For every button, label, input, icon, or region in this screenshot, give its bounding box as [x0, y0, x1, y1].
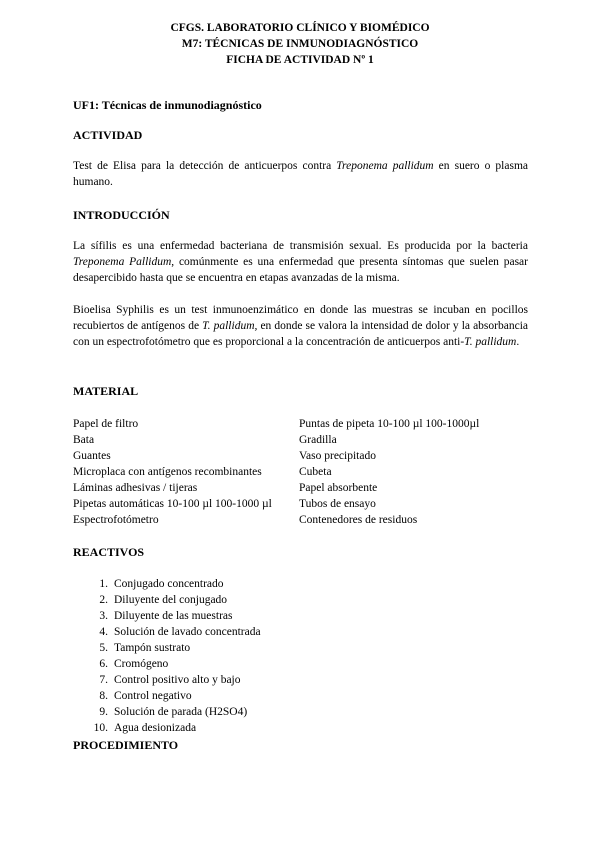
list-item: 7. Control positivo alto y bajo [99, 674, 241, 686]
material-item: Papel de filtro [73, 418, 139, 430]
list-item: 3. Diluyente de las muestras [99, 610, 233, 622]
list-item: 4. Solución de lavado concentrada [99, 626, 261, 638]
material-list-left [73, 416, 272, 528]
header-line-2: M7: TÉCNICAS DE INMUNODIAGNÓSTICO [181, 38, 419, 50]
material-item: Guantes [73, 450, 111, 462]
material-heading: MATERIAL [73, 384, 139, 398]
material-item: Papel absorbente [299, 482, 378, 494]
reactivos-heading: REACTIVOS [73, 545, 145, 559]
procedimiento-heading: PROCEDIMIENTO [73, 738, 179, 752]
material-item: Láminas adhesivas / tijeras [73, 482, 198, 494]
header-line-1: CFGS. LABORATORIO CLÍNICO Y BIOMÉDICO [170, 22, 430, 34]
material-item: Espectrofotómetro [73, 514, 159, 526]
introduccion-paragraph-2: Bioelisa Syphilis es un test inmunoenzimático en donde las muestras se incuban en pocillos recubiertos de antígenos de T. pallidum, en donde se valora la intensidad de dolor y la absorbancia con un espectrofotómetro que es proporcional a la concentración de anticuerpos anti-T. pallidum. [73, 304, 528, 348]
actividad-heading: ACTIVIDAD [73, 128, 143, 142]
material-item: Bata [73, 434, 95, 446]
material-item: Tubos de ensayo [299, 498, 376, 510]
introduccion-paragraph-1: La sífilis es una enfermedad bacteriana de transmisión sexual. Es producida por la bacteria Treponema Pallidum, comúnmente es una enfermedad que presenta síntomas que suelen pasar desapercibido hasta que se encuentra en etapas avanzadas de la misma. [73, 240, 528, 284]
material-item: Microplaca con antígenos recombinantes [73, 466, 262, 478]
list-item: 2. Diluyente del conjugado [99, 594, 228, 606]
material-item: Gradilla [299, 434, 337, 446]
list-item: 5. Tampón sustrato [99, 642, 191, 654]
material-list-right [299, 416, 479, 528]
material-item: Vaso precipitado [299, 450, 376, 462]
unit-title: UF1: Técnicas de inmunodiagnóstico [73, 98, 262, 112]
list-item: 9. Solución de parada (H2SO4) [99, 706, 248, 718]
header-line-3: FICHA DE ACTIVIDAD Nº 1 [226, 54, 374, 66]
material-item: Contenedores de residuos [299, 514, 418, 526]
list-item: 1. Conjugado concentrado [99, 578, 224, 590]
actividad-text: Test de Elisa para la detección de anticuerpos contra Treponema pallidum en suero o plasma humano. [73, 160, 528, 188]
list-item: 10. Agua desionizada [93, 722, 197, 734]
list-item: 8. Control negativo [99, 690, 192, 702]
list-item: 6. Cromógeno [99, 658, 169, 670]
material-item: Puntas de pipeta 10-100 µl 100-1000µl [299, 418, 480, 430]
introduccion-heading: INTRODUCCIÓN [73, 208, 170, 222]
material-item: Cubeta [299, 466, 332, 478]
reactivos-list [88, 576, 261, 736]
material-item: Pipetas automáticas 10-100 µl 100-1000 µl [73, 498, 272, 510]
